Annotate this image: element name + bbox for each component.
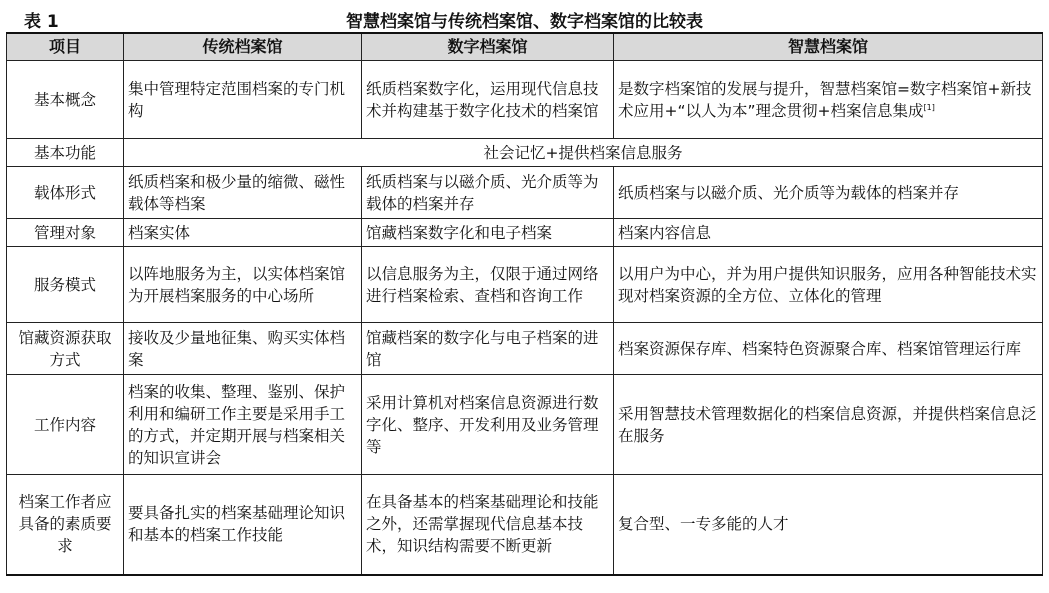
cell-traditional: 以阵地服务为主，以实体档案馆为开展档案服务的中心场所 xyxy=(124,247,362,323)
cell-smart: 以用户为中心，并为用户提供知识服务，应用各种智能技术实现对档案资源的全方位、立体化的管理 xyxy=(614,247,1043,323)
table-title: 智慧档案馆与传统档案馆、数字档案馆的比较表 xyxy=(346,12,703,32)
table-row xyxy=(7,323,1043,375)
header-traditional: 传统档案馆 xyxy=(124,33,362,61)
comparison-table xyxy=(6,32,1043,576)
row-item: 管理对象 xyxy=(7,219,124,247)
cell-digital: 在具备基本的档案基础理论和技能之外，还需掌握现代信息基本技术，知识结构需要不断更新 xyxy=(362,475,614,575)
cell-traditional: 纸质档案和极少量的缩微、磁性载体等档案 xyxy=(124,167,362,219)
row-item: 馆藏资源获取方式 xyxy=(7,323,124,375)
row-item: 服务模式 xyxy=(7,247,124,323)
row-item: 工作内容 xyxy=(7,375,124,475)
citation-ref: [1] xyxy=(923,102,935,112)
header-item: 项目 xyxy=(7,33,124,61)
cell-smart xyxy=(614,61,1043,139)
cell-smart-text: 是数字档案馆的发展与提升，智慧档案馆=数字档案馆+新技术应用+“以人为本”理念贯彻+档案信息集成 xyxy=(618,79,1032,120)
cell-merged: 社会记忆+提供档案信息服务 xyxy=(124,139,1043,167)
cell-digital: 以信息服务为主，仅限于通过网络进行档案检索、查档和咨询工作 xyxy=(362,247,614,323)
cell-digital: 纸质档案数字化，运用现代信息技术并构建基于数字化技术的档案馆 xyxy=(362,61,614,139)
cell-digital: 馆藏档案的数字化与电子档案的进馆 xyxy=(362,323,614,375)
table-row xyxy=(7,139,1043,167)
row-item: 基本概念 xyxy=(7,61,124,139)
cell-smart: 档案内容信息 xyxy=(614,219,1043,247)
row-item: 基本功能 xyxy=(7,139,124,167)
cell-smart: 采用智慧技术管理数据化的档案信息资源，并提供档案信息泛在服务 xyxy=(614,375,1043,475)
cell-traditional: 档案的收集、整理、鉴别、保护利用和编研工作主要是采用手工的方式，并定期开展与档案相关的知识宣讲会 xyxy=(124,375,362,475)
cell-traditional: 要具备扎实的档案基础理论知识和基本的档案工作技能 xyxy=(124,475,362,575)
cell-digital: 馆藏档案数字化和电子档案 xyxy=(362,219,614,247)
cell-traditional: 档案实体 xyxy=(124,219,362,247)
table-row xyxy=(7,475,1043,575)
cell-traditional: 集中管理特定范围档案的专门机构 xyxy=(124,61,362,139)
cell-digital: 采用计算机对档案信息资源进行数字化、整序、开发利用及业务管理等 xyxy=(362,375,614,475)
table-caption xyxy=(6,4,1043,32)
header-row xyxy=(7,33,1043,61)
cell-smart: 档案资源保存库、档案特色资源聚合库、档案馆管理运行库 xyxy=(614,323,1043,375)
cell-smart: 纸质档案与以磁介质、光介质等为载体的档案并存 xyxy=(614,167,1043,219)
cell-smart: 复合型、一专多能的人才 xyxy=(614,475,1043,575)
cell-traditional: 接收及少量地征集、购买实体档案 xyxy=(124,323,362,375)
table-row xyxy=(7,167,1043,219)
cell-digital: 纸质档案与以磁介质、光介质等为载体的档案并存 xyxy=(362,167,614,219)
table-row xyxy=(7,61,1043,139)
row-item: 档案工作者应具备的素质要求 xyxy=(7,475,124,575)
table-row xyxy=(7,247,1043,323)
row-item: 载体形式 xyxy=(7,167,124,219)
table-number: 表 1 xyxy=(24,12,59,32)
table-row xyxy=(7,219,1043,247)
header-digital: 数字档案馆 xyxy=(362,33,614,61)
table-row xyxy=(7,375,1043,475)
header-smart: 智慧档案馆 xyxy=(614,33,1043,61)
